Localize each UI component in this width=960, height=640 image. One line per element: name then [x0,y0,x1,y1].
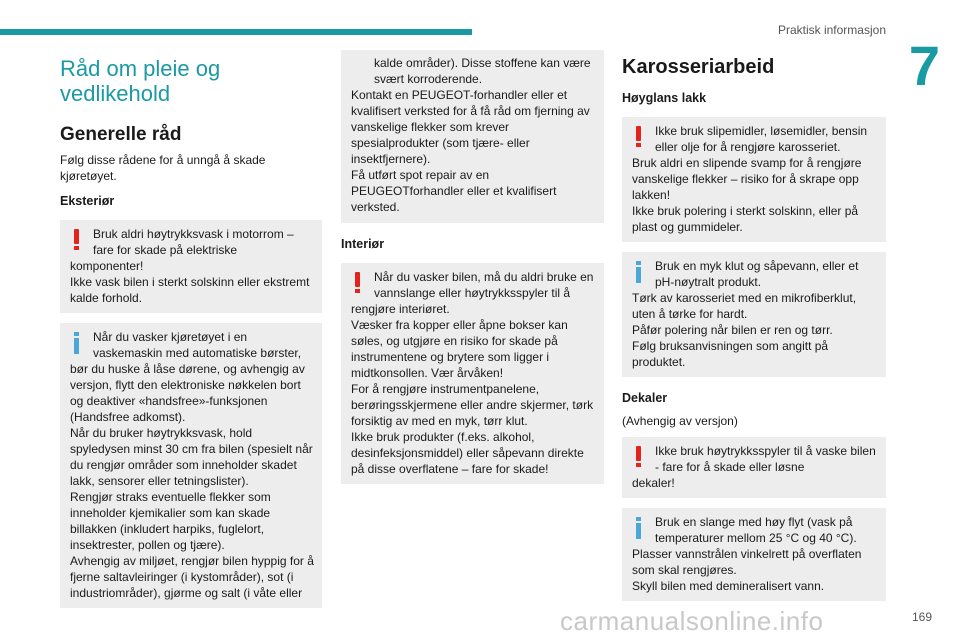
warning-line: dekaler! [632,476,675,490]
info-line: Når du bruker høytrykksvask, hold spyledysen minst 30 cm fra bilen (spesielt når du rengjør områder som inneholder skadet lakk, sensorer eller tetningslister). [70,426,313,488]
exterior-heading: Eksteriør [60,194,115,208]
bodywork-heading: Karosseriarbeid [622,56,775,78]
warning-lead: Ikke bruk slipemidler, løsemidler, bensin eller olje for å rengjøre karosseriet. [655,124,868,154]
info-line: Få utført spot repair av en PEUGEOTforhandler eller et kvalifisert verksted. [351,168,557,214]
info-icon [636,261,642,283]
interior-heading: Interiør [341,237,385,251]
column-1 [60,50,322,618]
warning-box-engine [60,220,322,313]
info-line: Skyll bilen med demineralisert vann. [632,579,825,593]
intro-text: Følg disse rådene for å unngå å skade kjøretøyet. [60,153,266,183]
info-box-polish [622,252,886,377]
warning-lead: Bruk aldri høytrykksvask i motorrom – fare for skade på elektriske [93,227,294,257]
warning-line: Væsker fra kopper eller åpne bokser kan søles, og utgjøre en risiko for skade på instrumentene og brytere som ligger i midtkonsollen. Vær årvåken! [351,318,568,380]
info-line: bør du huske å låse dørene, og avhengig av versjon, flytt den elektroniske nøkkelen bort og deaktiver «handsfree»-funksjonen (Handsfree adkomst). [70,362,305,424]
info-line: Rengjør straks eventuelle flekker som inneholder kjemikalier som kan skade billakken (inkludert harpiks, fuglelort, insektrester, pollen og tjære). [70,490,271,552]
general-heading: Generelle råd [60,124,182,145]
chapter-number: 7 [908,34,940,97]
warning-icon [355,272,361,294]
decals-heading: Dekaler [622,391,668,405]
info-icon [74,332,80,354]
column-2 [341,50,604,494]
page-number: 169 [911,610,932,624]
info-lead: Bruk en slange med høy flyt (vask på temperaturer mellom 25 °C og 40 °C). [655,515,857,545]
warning-icon [636,126,642,148]
info-line: Plasser vannstrålen vinkelrett på overflaten som skal rengjøres. [632,547,862,577]
info-line: Tørk av karosseriet med en mikrofiberklut, uten å tørke for hardt. [632,291,857,321]
page-title: Råd om pleie og vedlikehold [60,56,221,106]
info-line: Følg bruksanvisningen som angitt på produktet. [632,339,829,369]
chapter-title: Praktisk informasjon [777,23,886,37]
info-lead: Når du vasker kjøretøyet i en vaskemaskin med automatiske børster, [93,330,302,360]
top-accent-bar [0,29,472,35]
info-line: Avhengig av miljøet, rengjør bilen hyppig for å fjerne saltavleiringer (i kystområder), sot (i industriområder), gjørme og salt (i våte eller [70,554,314,600]
info-line: Kontakt en PEUGEOT-forhandler eller et kvalifisert verksted for å få råd om fjerning av vanskelige flekker som krever spesialprodukter (som tjære- eller insektfjernere). [351,88,590,166]
info-line: Påfør polering når bilen er ren og tørr. [632,323,833,337]
warning-line: komponenter! [70,259,144,273]
info-box-rinse [622,508,886,601]
warning-lead: Ikke bruk høytrykksspyler til å vaske bilen - fare for å skade eller løsne [655,444,876,474]
info-lead: Bruk en myk klut og såpevann, eller et pH-nøytralt produkt. [655,259,859,289]
warning-lead: Når du vasker bilen, må du aldri bruke en vannslange eller høytrykksspyler til å [374,270,594,300]
info-icon [636,517,642,539]
column-3 [622,50,886,611]
warning-icon [74,229,80,251]
decals-note: (Avhengig av versjon) [622,414,738,428]
warning-line: Ikke vask bilen i sterkt solskinn eller ekstremt kalde forhold. [70,275,310,305]
warning-line: rengjøre interiøret. [351,302,450,316]
warning-box-decals [622,437,886,498]
warning-box-interior [341,263,604,484]
gloss-paint-heading: Høyglans lakk [622,91,707,105]
warning-line: Bruk aldri en slipende svamp for å rengjøre vanskelige flekker – risiko for å skrape opp lakken! [632,156,862,202]
info-box-carwash [60,323,322,608]
warning-icon [636,446,642,468]
warning-line: Ikke bruk polering i sterkt solskinn, eller på plast og gummideler. [632,204,859,234]
warning-box-bodywork [622,117,886,242]
info-box-continued [341,50,604,223]
info-line: kalde områder). Disse stoffene kan være svært korroderende. [374,56,591,86]
watermark: carmanualsonline.info [560,606,824,636]
warning-line: Ikke bruk produkter (f.eks. alkohol, desinfeksjonsmiddel) eller såpevann direkte på disse overflatene – fare for skade! [351,430,584,476]
warning-line: For å rengjøre instrumentpanelene, berøringsskjermene eller andre skjermer, tørk forsiktig av med en myk, tørr klut. [351,382,594,428]
